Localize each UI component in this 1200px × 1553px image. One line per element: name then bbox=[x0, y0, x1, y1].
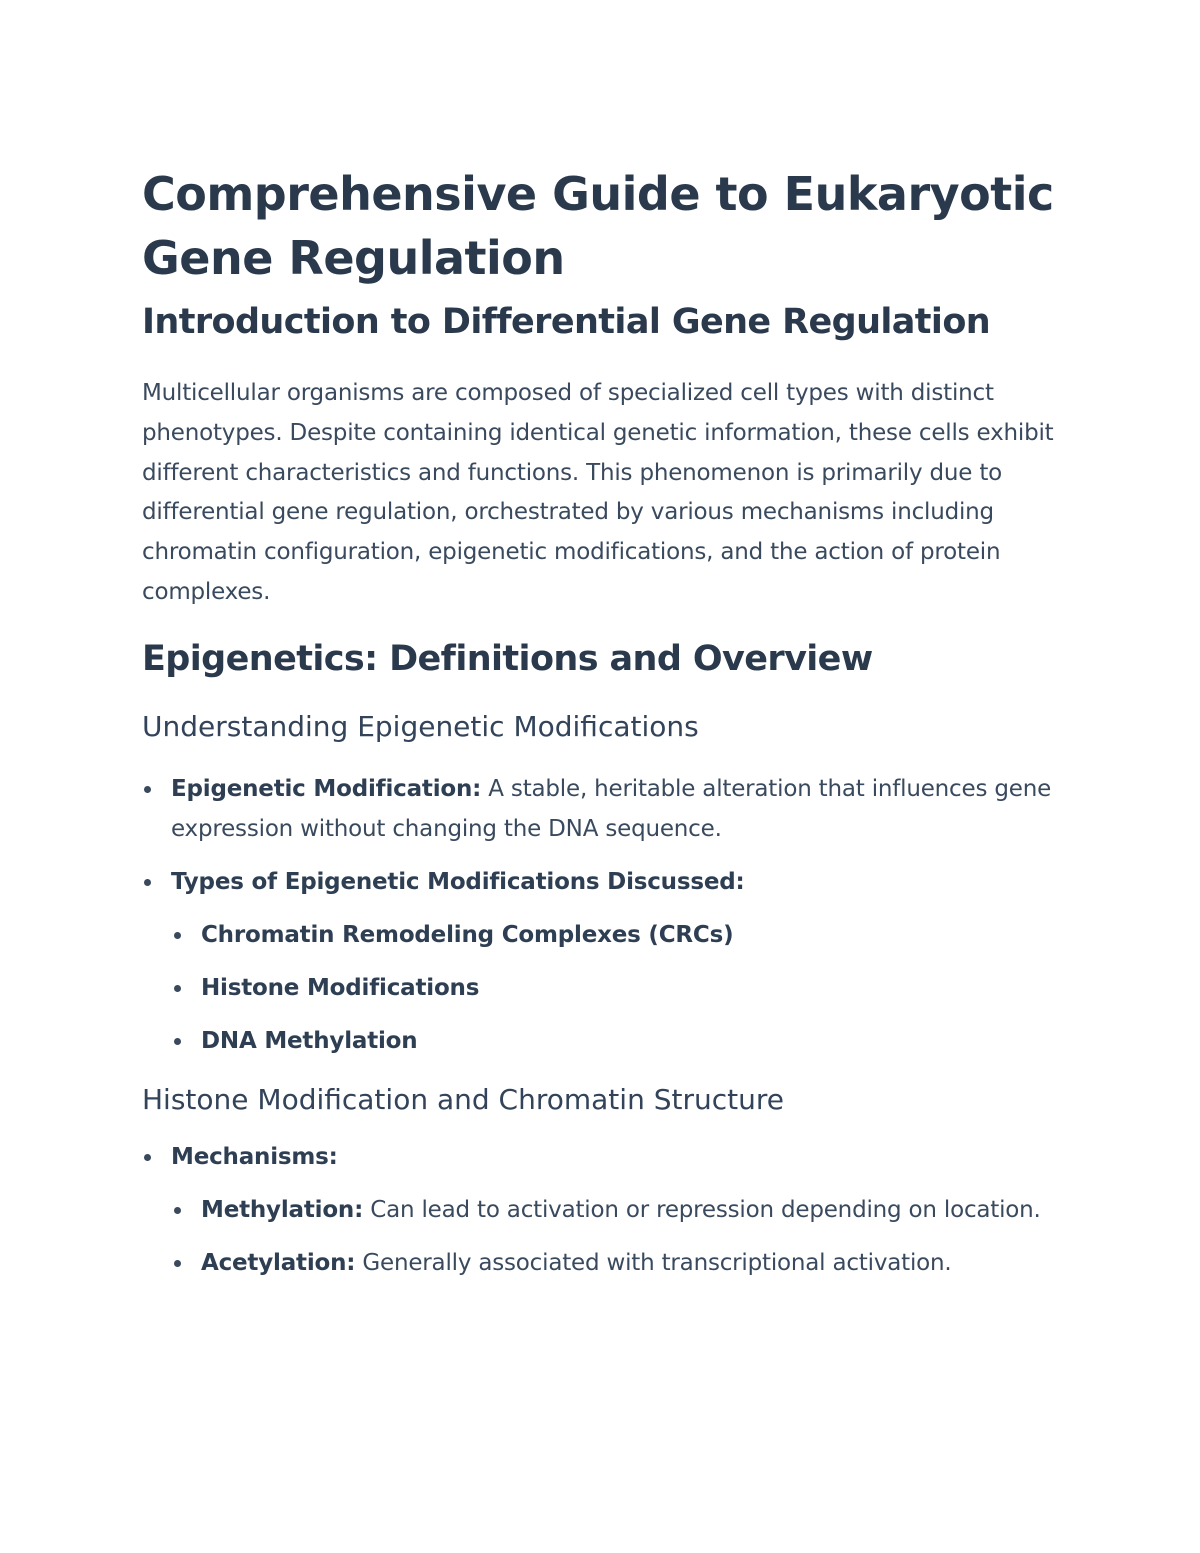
sublist-item-label: DNA Methylation bbox=[201, 1027, 418, 1054]
histone-mechanisms-list bbox=[142, 1137, 1057, 1283]
document-page bbox=[142, 162, 1057, 1283]
bullet-icon bbox=[174, 1038, 181, 1045]
bullet-icon bbox=[144, 786, 151, 793]
sublist-item-histone-modifications bbox=[142, 968, 1057, 1008]
epigenetic-modifications-list bbox=[142, 769, 1057, 1061]
bullet-icon bbox=[174, 985, 181, 992]
list-item-epigenetic-modification bbox=[142, 769, 1057, 849]
list-item-term: Types of Epigenetic Modifications Discussed: bbox=[171, 868, 745, 895]
sublist-item-dna-methylation bbox=[142, 1021, 1057, 1061]
sublist-item-term: Acetylation: bbox=[201, 1249, 356, 1276]
sublist-item-text: Generally associated with transcriptional activation. bbox=[355, 1249, 952, 1276]
page-title: Comprehensive Guide to Eukaryotic Gene Regulation bbox=[142, 167, 1054, 285]
bullet-icon bbox=[174, 1260, 181, 1267]
sublist-item-text: Can lead to activation or repression depending on location. bbox=[363, 1196, 1041, 1223]
sublist-item-label: Chromatin Remodeling Complexes (CRCs) bbox=[201, 921, 734, 948]
list-item-mechanisms bbox=[142, 1137, 1057, 1177]
introduction-paragraph: Multicellular organisms are composed of specialized cell types with distinct phenotypes. Despite containing identical genetic information, these cells exhibit different characteristics and functions. This phenomenon is primarily due to differential gene regulation, orchestrated by various mechanisms including chromatin configuration, epigenetic modifications, and the action of protein complexes. bbox=[142, 380, 1054, 605]
subsection-heading-understanding: Understanding Epigenetic Modifications bbox=[142, 709, 699, 743]
bullet-icon bbox=[174, 1207, 181, 1214]
sublist-item-crc bbox=[142, 915, 1057, 955]
subsection-heading-histone: Histone Modification and Chromatin Structure bbox=[142, 1082, 784, 1116]
list-item-term: Epigenetic Modification: bbox=[171, 775, 482, 802]
sublist-item-acetylation bbox=[142, 1243, 1057, 1283]
list-item-text: A stable, heritable alteration that influences gene expression without changing the DNA sequence. bbox=[171, 775, 1052, 842]
section-heading-introduction: Introduction to Differential Gene Regulation bbox=[142, 302, 991, 342]
section-heading-epigenetics: Epigenetics: Definitions and Overview bbox=[142, 638, 873, 679]
sublist-item-label: Histone Modifications bbox=[201, 974, 480, 1001]
bullet-icon bbox=[144, 879, 151, 886]
bullet-icon bbox=[174, 932, 181, 939]
list-item-term: Mechanisms: bbox=[171, 1143, 338, 1170]
list-item-types bbox=[142, 862, 1057, 902]
sublist-item-methylation bbox=[142, 1190, 1057, 1230]
sublist-item-term: Methylation: bbox=[201, 1196, 364, 1223]
bullet-icon bbox=[144, 1154, 151, 1161]
